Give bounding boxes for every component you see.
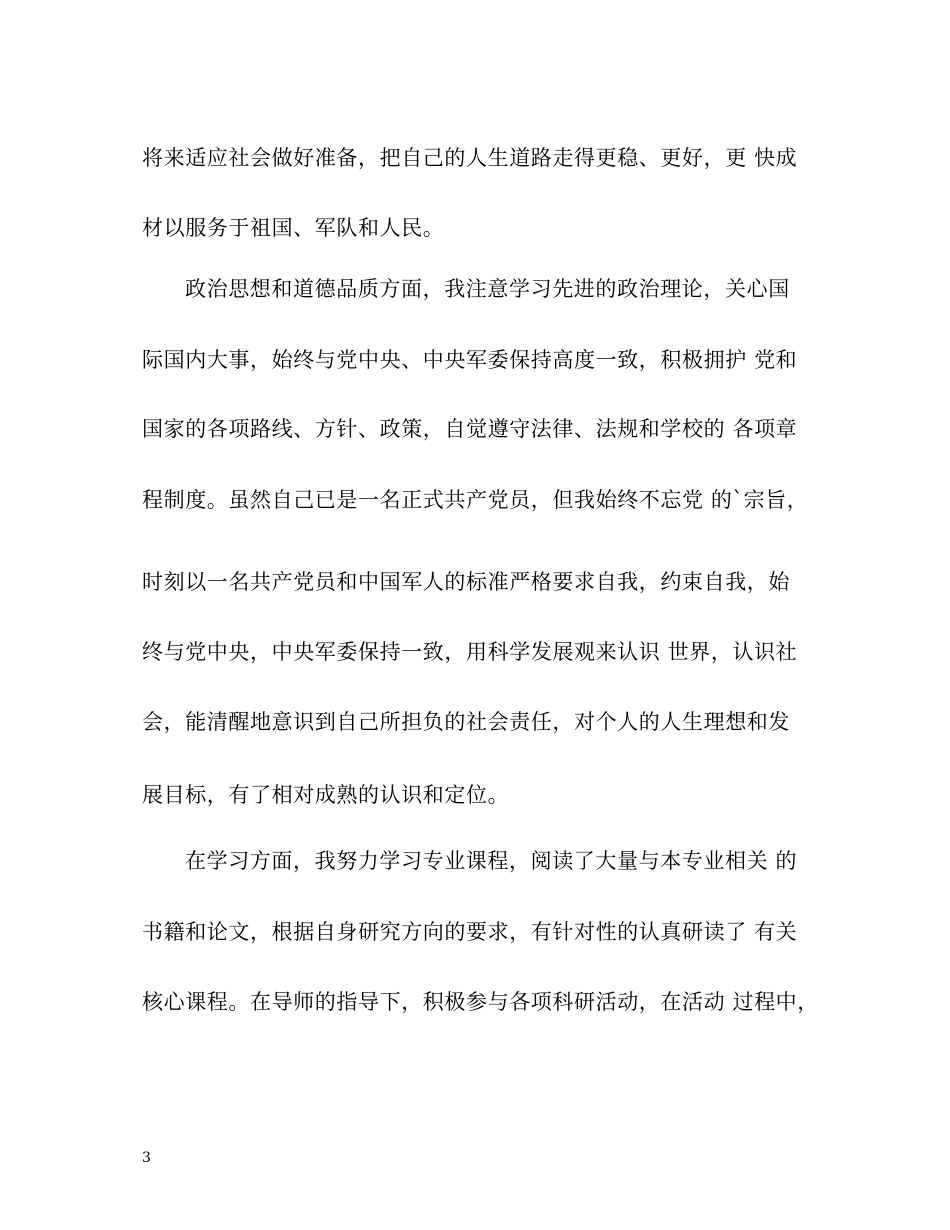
text-line: 际国内大事，始终与党中央、中央军委保持高度一致，积极拥护 党和	[142, 348, 798, 372]
text-line: 国家的各项路线、方针、政策，自觉遵守法律、法规和学校的 各项章	[142, 417, 798, 441]
text-line: 展目标，有了相对成熟的认识和定位。	[142, 783, 510, 807]
paragraph-start-line: 在学习方面，我努力学习专业课程，阅读了大量与本专业相关 的	[185, 849, 798, 873]
text-line: 核心课程。在导师的指导下，积极参与各项科研活动，在活动 过程中，	[142, 990, 819, 1014]
paragraph-start-line: 政治思想和道德品质方面，我注意学习先进的政治理论，关心国	[185, 277, 790, 301]
text-line: 会，能清醒地意识到自己所担负的社会责任，对个人的人生理想和发	[142, 710, 790, 734]
text-line: 时刻以一名共产党员和中国军人的标准严格要求自我，约束自我，始	[142, 570, 790, 594]
text-line: 将来适应社会做好准备，把自己的人生道路走得更稳、更好，更 快成	[142, 146, 798, 170]
text-line: 终与党中央，中央军委保持一致，用科学发展观来认识 世界，认识社	[142, 640, 798, 664]
text-line: 书籍和论文，根据自身研究方向的要求，有针对性的认真研读了 有关	[142, 920, 798, 944]
text-line: 程制度。虽然自己已是一名正式共产党员，但我始终不忘党 的`宗旨，	[142, 488, 809, 512]
text-line: 材以服务于祖国、军队和人民。	[142, 216, 445, 240]
page-number: 3	[142, 1150, 151, 1166]
